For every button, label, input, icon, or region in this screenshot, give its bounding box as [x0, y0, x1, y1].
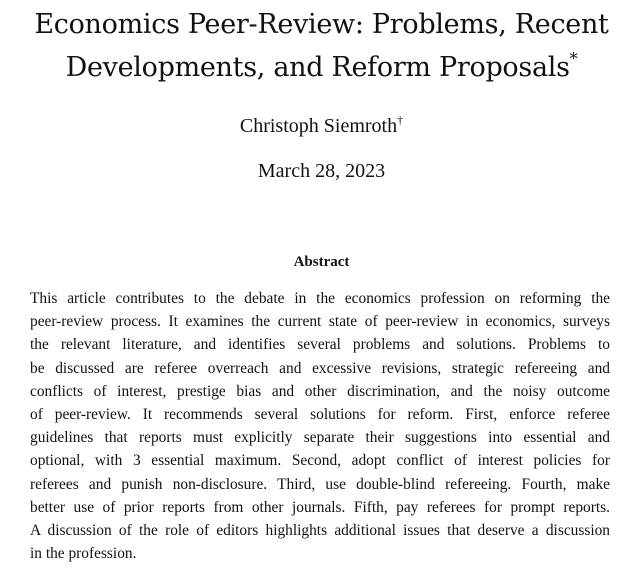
- abstract-line: A discussion of the role of editors highlights additional issues that deserve a discussion: [30, 522, 610, 540]
- title-line-2: [0, 46, 643, 89]
- publication-date: March 28, 2023: [257, 160, 386, 182]
- abstract-line: guidelines that reports must explicitly separate their suggestions into essential and: [30, 429, 610, 447]
- abstract-line: optional, with 3 essential maximum. Second, adopt conflict of interest policies for: [30, 452, 610, 470]
- paper-title: [0, 3, 643, 89]
- abstract-line: peer-review process. It examines the current state of peer-review in economics, surveys: [30, 313, 610, 331]
- abstract-line: of peer-review. It recommends several solutions for reform. First, enforce referee: [30, 406, 610, 424]
- author-footnote-mark[interactable]: †: [397, 113, 404, 127]
- abstract-body: [30, 287, 610, 565]
- abstract-line: in the profession.: [30, 545, 137, 563]
- title-line-2-text: Developments, and Reform Proposals: [65, 52, 570, 83]
- author-name: [0, 112, 643, 140]
- title-line-1: Economics Peer-Review: Problems, Recent: [34, 9, 609, 40]
- abstract-heading: Abstract: [293, 254, 350, 270]
- abstract-line: referees and punish non-disclosure. Third, use double-blind refereeing. Fourth, make: [30, 475, 610, 493]
- author-name-text: Christoph Siemroth: [239, 115, 398, 137]
- title-footnote-mark[interactable]: *: [569, 49, 578, 68]
- abstract-line: the relevant literature, and identifies several problems and solutions. Problems to: [30, 336, 610, 354]
- abstract-line: be discussed are referee overreach and excessive revisions, strategic refereeing and: [30, 359, 610, 377]
- abstract-line: better use of prior reports from other journals. Fifth, pay referees for prompt reports.: [30, 498, 610, 516]
- abstract-line: conflicts of interest, prestige bias and other discrimination, and the noisy outcome: [30, 382, 610, 400]
- abstract-line: This article contributes to the debate in the economics profession on reforming the: [30, 290, 610, 307]
